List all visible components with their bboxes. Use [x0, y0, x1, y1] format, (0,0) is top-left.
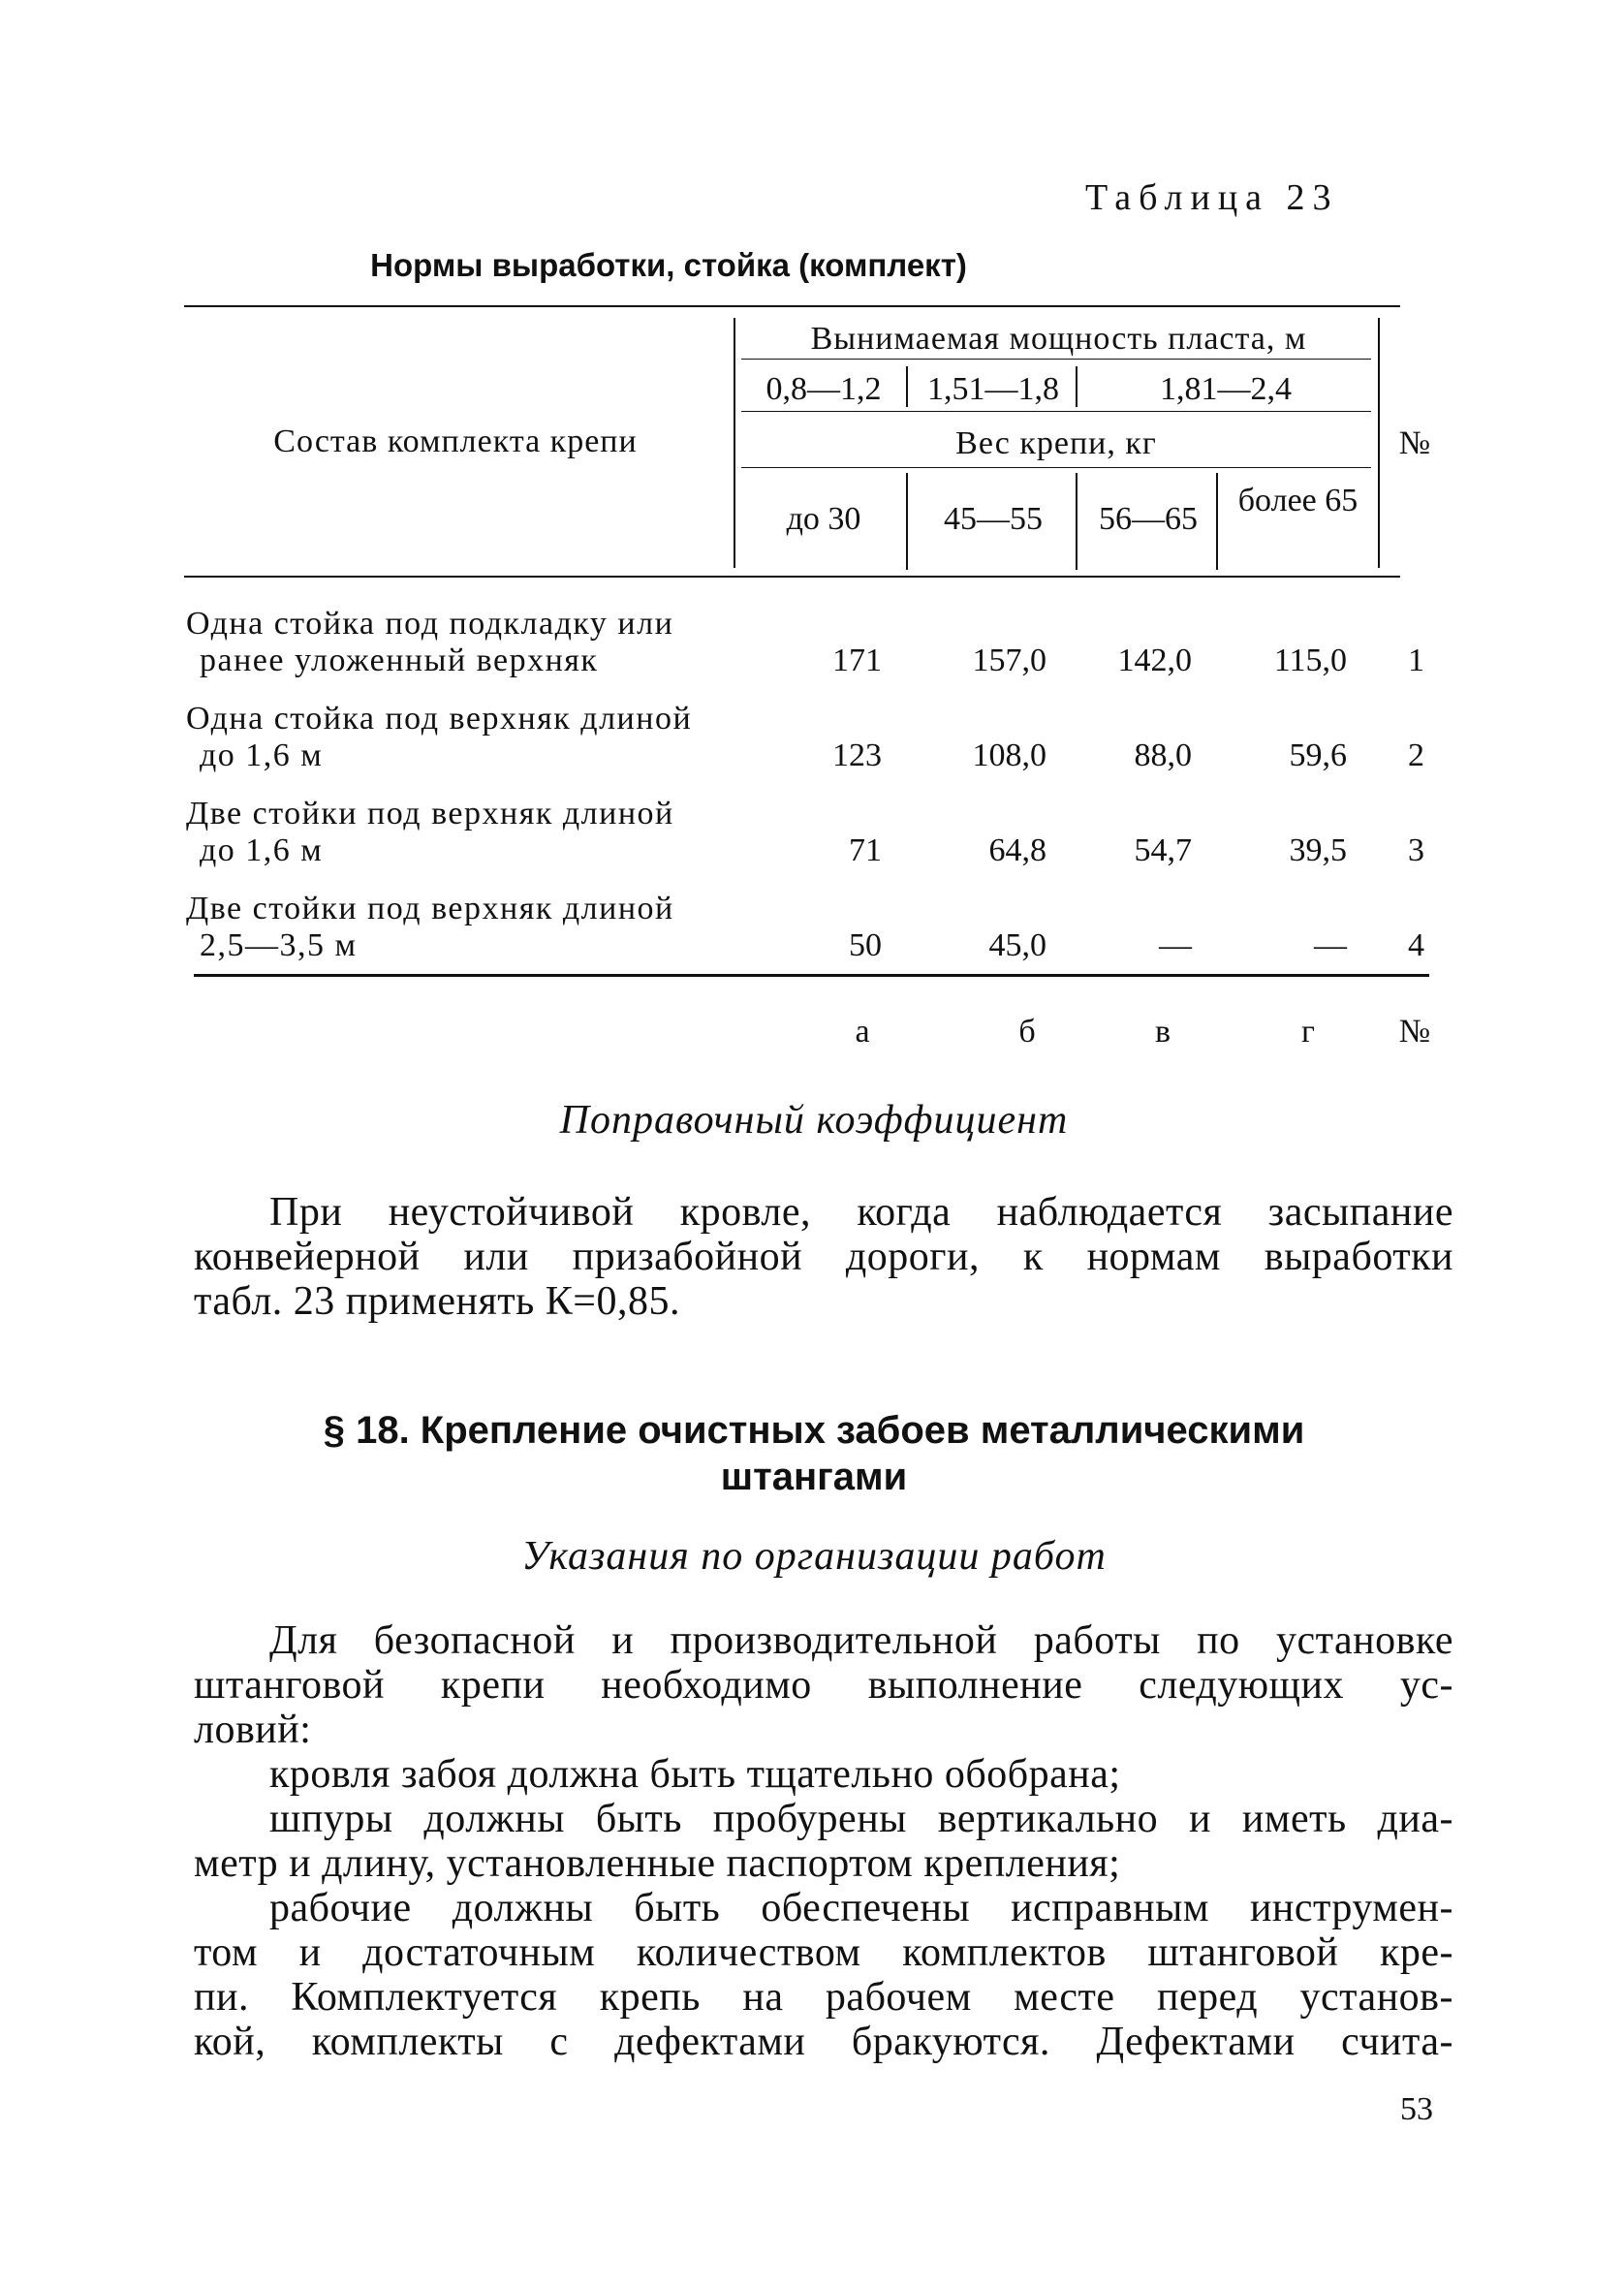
- header-vline-7: [1216, 473, 1218, 570]
- table-row-3-label: Две стойки под верхняк длиной до 1,6 м: [186, 796, 674, 868]
- column-key-num: №: [1398, 1014, 1431, 1050]
- column-key-b: б: [1018, 1014, 1036, 1050]
- header-vline-1: [734, 318, 735, 568]
- column-key-d: г: [1301, 1014, 1315, 1050]
- correction-paragraph: [194, 1190, 1453, 1324]
- table-row-4-label: Две стойки под верхняк длиной 2,5—3,5 м: [186, 891, 674, 963]
- section-title: § 18. Крепление очистных забоев металлическими штангами: [323, 1409, 1305, 1498]
- correction-line-2: конвейерной или призабойной дороги, к нормам выработки: [194, 1235, 1453, 1279]
- section-line-3: ловий:: [194, 1708, 312, 1752]
- table-row-3-d: 39,5: [1289, 832, 1347, 868]
- page-number: 53: [1400, 2091, 1433, 2127]
- header-vline-6: [1076, 473, 1077, 570]
- header-subrule-3: [741, 467, 1371, 468]
- table-row-4-d: —: [1314, 927, 1347, 963]
- section-line-7: рабочие должны быть обеспечены исправным инструмен-: [269, 1886, 1453, 1930]
- column-key-c: в: [1154, 1014, 1171, 1050]
- section-line-10: кой, комплекты с дефектами бракуются. Дефектами счита-: [194, 2020, 1453, 2064]
- column-key-a: а: [855, 1014, 870, 1050]
- header-number-sign: №: [1398, 425, 1431, 461]
- table-row-4-a: 50: [849, 927, 882, 963]
- table-row-1-num: 1: [1408, 643, 1424, 678]
- section-subheading: Указания по организации работ: [521, 1534, 1107, 1579]
- header-vline-4: [1076, 366, 1077, 407]
- section-paragraph: [194, 1618, 1453, 2064]
- table-bottom-rule: [194, 974, 1429, 977]
- correction-line-3: табл. 23 применять К=0,85.: [194, 1279, 680, 1324]
- table-row-2-b: 108,0: [972, 737, 1046, 773]
- header-weight-range-3: 56—65: [1099, 501, 1198, 537]
- table-row-4-num: 4: [1408, 927, 1424, 963]
- table-top-rule: [184, 305, 1400, 307]
- table-row-1-a: 171: [832, 643, 882, 678]
- header-thickness-range-3: 1,81—2,4: [1160, 371, 1292, 407]
- header-vline-5: [906, 473, 908, 570]
- table-row-2-a: 123: [832, 737, 882, 773]
- header-weight: Вес крепи, кг: [955, 425, 1157, 461]
- header-thickness-range-2: 1,51—1,8: [927, 371, 1059, 407]
- section-line-8: том и достаточным количеством комплектов штанговой кре-: [194, 1930, 1453, 1975]
- header-thickness: Вынимаемая мощность пласта, м: [810, 321, 1307, 357]
- section-line-4: кровля забоя должна быть тщательно обобрана;: [269, 1752, 1121, 1797]
- header-subrule-1: [741, 359, 1371, 360]
- table-row-3-a: 71: [849, 832, 882, 868]
- table-row-1-label: Одна стойка под подкладку или ранее уложенный верхняк: [186, 606, 674, 678]
- correction-heading: Поправочный коэффициент: [559, 1098, 1069, 1143]
- table-row-3-c: 54,7: [1134, 832, 1192, 868]
- correction-line-1: При неустойчивой кровле, когда наблюдается засыпание: [269, 1190, 1453, 1235]
- table-row-3-b: 64,8: [988, 832, 1046, 868]
- header-subrule-2: [741, 411, 1371, 412]
- section-line-9: пи. Комплектуется крепь на рабочем месте перед установ-: [194, 1975, 1453, 2020]
- section-line-6: метр и длину, установленные паспортом крепления;: [194, 1841, 1121, 1886]
- table-row-1-b: 157,0: [972, 643, 1046, 678]
- table-row-4-b: 45,0: [988, 927, 1046, 963]
- header-vline-2: [1378, 318, 1380, 568]
- table-row-1-d: 115,0: [1273, 643, 1347, 678]
- header-bottom-rule: [184, 576, 1400, 578]
- table-number: Таблица 23: [1085, 177, 1339, 218]
- header-weight-range-2: 45—55: [944, 501, 1043, 537]
- table-row-2-d: 59,6: [1289, 737, 1347, 773]
- header-thickness-range-1: 0,8—1,2: [765, 371, 882, 407]
- header-weight-range-4: более 65: [1237, 483, 1359, 518]
- table-title: Нормы выработки, стойка (комплект): [370, 247, 967, 283]
- table-row-2-c: 88,0: [1134, 737, 1192, 773]
- table-row-1-c: 142,0: [1117, 643, 1192, 678]
- header-composition: Состав комплекта крепи: [273, 423, 638, 459]
- section-line-1: Для безопасной и производительной работы по установке: [269, 1618, 1453, 1663]
- table-row-3-num: 3: [1408, 832, 1424, 868]
- section-line-5: шпуры должны быть пробурены вертикально и иметь диа-: [269, 1797, 1453, 1841]
- section-line-2: штанговой крепи необходимо выполнение следующих ус-: [194, 1663, 1453, 1708]
- table-row-2-num: 2: [1408, 737, 1424, 773]
- table-row-4-c: —: [1159, 927, 1192, 963]
- table-row-2-label: Одна стойка под верхняк длиной до 1,6 м: [186, 701, 693, 773]
- header-vline-3: [906, 366, 908, 407]
- header-weight-range-1: до 30: [786, 501, 861, 537]
